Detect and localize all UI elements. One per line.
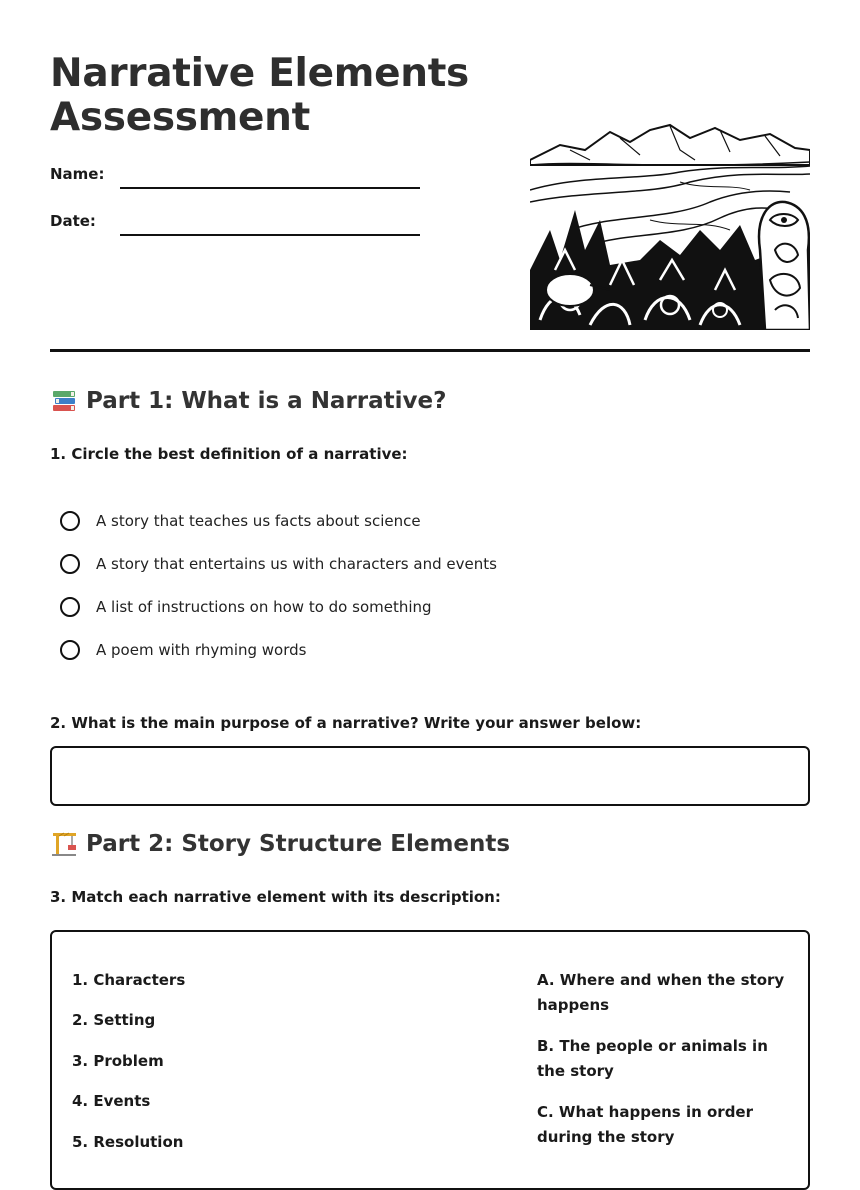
q1-option-4[interactable] [60, 640, 306, 660]
question-1: 1. Circle the best definition of a narrative: [50, 445, 408, 463]
element-resolution: 5. Resolution [72, 1133, 184, 1151]
part1-title: Part 1: What is a Narrative? [86, 388, 447, 414]
q1-option-3[interactable] [60, 597, 432, 617]
element-characters: 1. Characters [72, 971, 186, 989]
section-divider [50, 349, 810, 352]
option-label: A poem with rhyming words [96, 641, 307, 659]
element-problem: 3. Problem [72, 1052, 164, 1070]
date-field[interactable] [120, 234, 420, 236]
description-b: B. The people or animals in the story [537, 1037, 768, 1080]
part2-title: Part 2: Story Structure Elements [86, 831, 511, 857]
description-a: A. Where and when the story happens [537, 971, 785, 1014]
radio-button[interactable] [60, 597, 80, 617]
title-line-1: Narrative Elements [50, 51, 469, 96]
construction-crane-icon [50, 830, 78, 858]
element-events: 4. Events [72, 1092, 151, 1110]
q1-option-2[interactable] [60, 554, 497, 574]
title-line-2: Assessment [50, 95, 310, 140]
radio-button[interactable] [60, 511, 80, 531]
option-label: A story that teaches us facts about science [96, 512, 421, 530]
radio-button[interactable] [60, 554, 80, 574]
description-c: C. What happens in order during the story [537, 1103, 753, 1146]
books-icon [50, 387, 78, 415]
question-2: 2. What is the main purpose of a narrative? Write your answer below: [50, 714, 642, 732]
option-label: A list of instructions on how to do something [96, 598, 432, 616]
name-field[interactable] [120, 187, 420, 189]
q2-answer-box[interactable] [50, 746, 810, 806]
landscape-illustration [530, 120, 810, 330]
question-3: 3. Match each narrative element with its description: [50, 888, 501, 906]
radio-button[interactable] [60, 640, 80, 660]
element-setting: 2. Setting [72, 1011, 156, 1029]
page-title [50, 52, 469, 140]
part1-heading [50, 387, 446, 415]
option-label: A story that entertains us with characters and events [96, 555, 497, 573]
date-label: Date: [50, 212, 96, 230]
name-label: Name: [50, 165, 105, 183]
part2-heading [50, 830, 510, 858]
q1-option-1[interactable] [60, 511, 421, 531]
